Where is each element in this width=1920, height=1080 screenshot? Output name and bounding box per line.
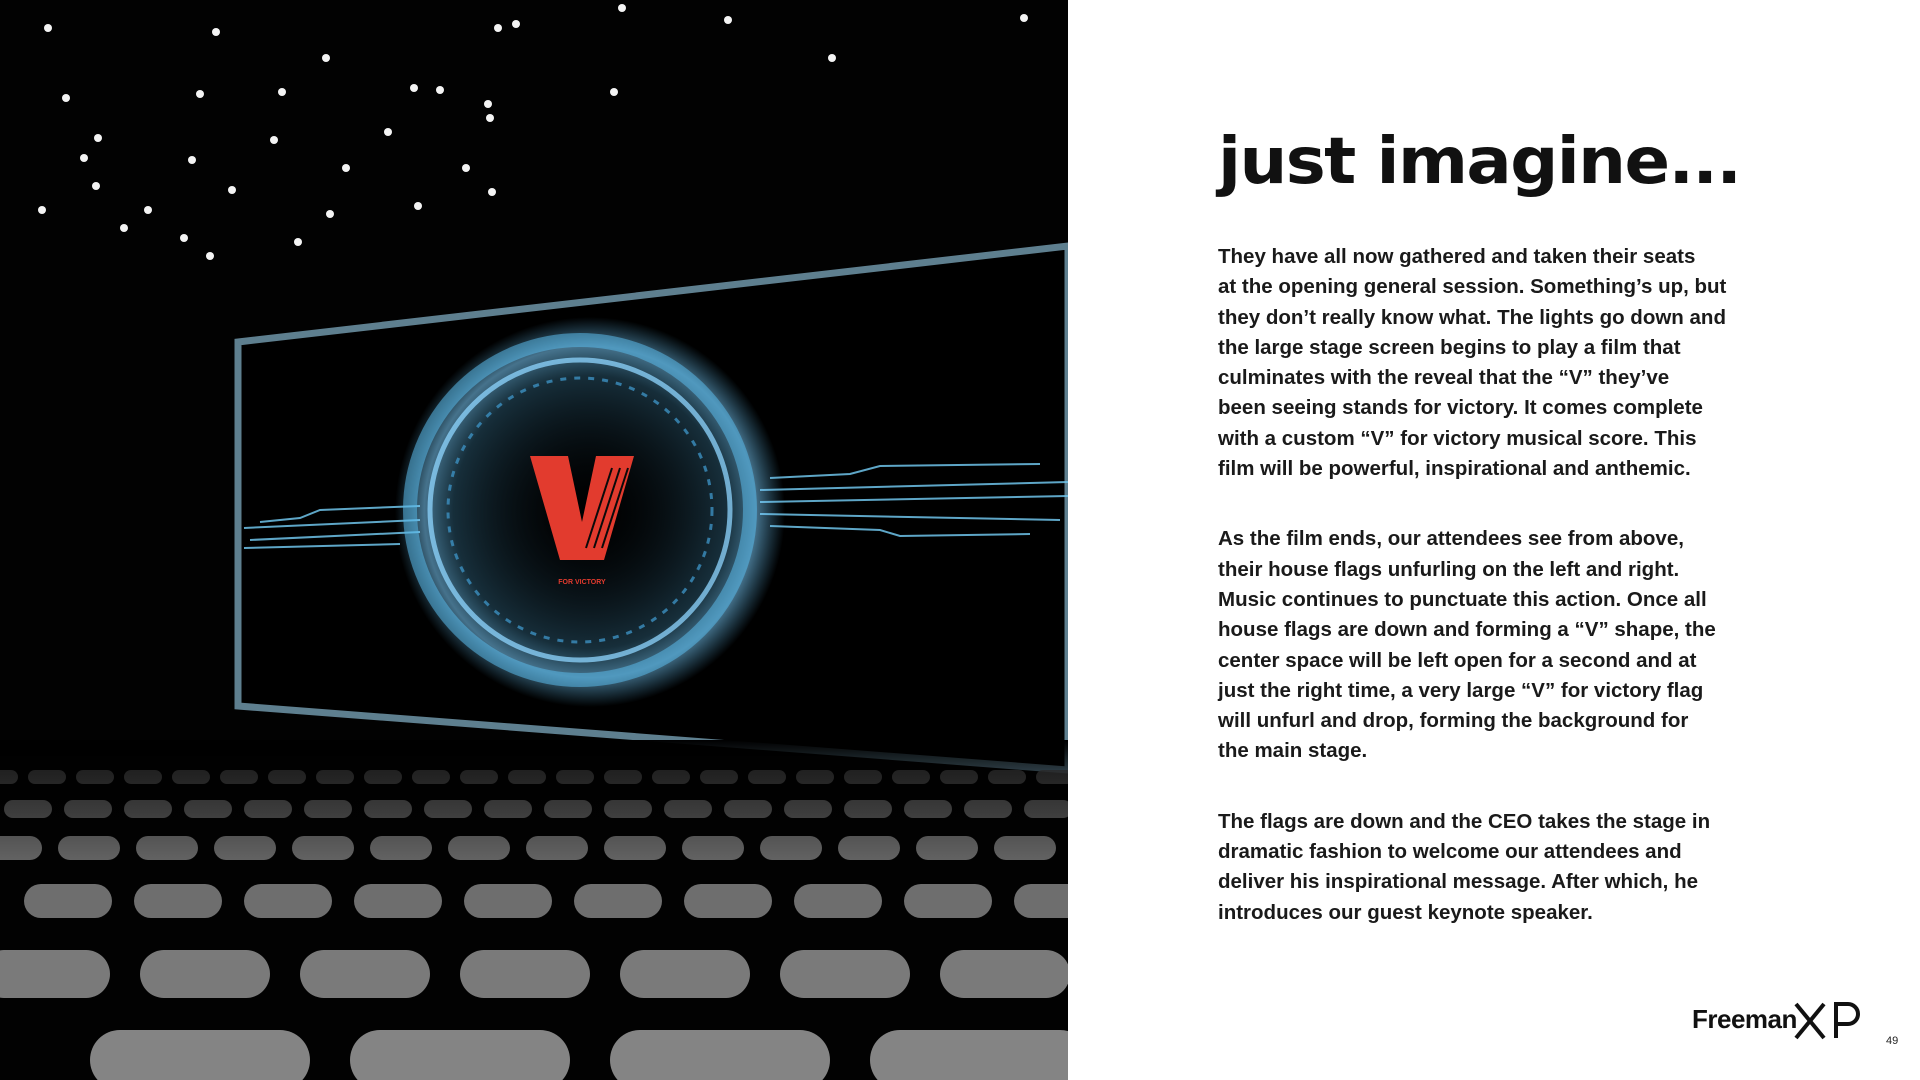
page-number: 49 xyxy=(1886,1035,1899,1047)
ceiling-light-dot xyxy=(484,100,492,108)
theater-seat xyxy=(300,950,430,998)
ceiling-light-dot xyxy=(436,86,444,94)
text-line: house flags are down and forming a “V” shape, the xyxy=(1218,618,1716,642)
slide-copy xyxy=(1218,124,1778,968)
ceiling-light-dot xyxy=(326,210,334,218)
theater-seat xyxy=(244,884,332,918)
ceiling-light-dot xyxy=(322,54,330,62)
text-line: their house flags unfurling on the left and right. xyxy=(1218,557,1680,581)
theater-seat xyxy=(940,950,1068,998)
theater-seat xyxy=(90,1030,310,1080)
text-line: with a custom “V” for victory musical score. This xyxy=(1218,426,1697,450)
text-line: As the film ends, our attendees see from above, xyxy=(1218,527,1684,551)
ceiling-light-dot xyxy=(120,224,128,232)
ceiling-light-dot xyxy=(62,94,70,102)
text-line: Music continues to punctuate this action. Once all xyxy=(1218,587,1707,611)
theater-seat xyxy=(0,950,110,998)
ceiling-light-dot xyxy=(144,206,152,214)
ceiling-light-dot xyxy=(384,128,392,136)
ceiling-light-dot xyxy=(414,202,422,210)
ceiling-light-dot xyxy=(342,164,350,172)
ceiling-light-dot xyxy=(196,90,204,98)
theater-seat xyxy=(780,950,910,998)
theater-seat xyxy=(794,884,882,918)
ceiling-light-dot xyxy=(80,154,88,162)
ceiling-light-dot xyxy=(44,24,52,32)
text-line: center space will be left open for a second and at xyxy=(1218,648,1697,672)
ceiling-light-dot xyxy=(188,156,196,164)
ceiling-light-dot xyxy=(92,182,100,190)
text-line: film will be powerful, inspirational and anthemic. xyxy=(1218,457,1691,481)
ceiling-light-dot xyxy=(206,252,214,260)
text-line: introduces our guest keynote speaker. xyxy=(1218,900,1593,924)
ceiling-light-dot xyxy=(512,20,520,28)
theater-seat xyxy=(140,950,270,998)
text-line: The flags are down and the CEO takes the stage in xyxy=(1218,809,1711,833)
text-line: deliver his inspirational message. After which, he xyxy=(1218,870,1698,894)
theater-seat xyxy=(684,884,772,918)
text-line: the main stage. xyxy=(1218,739,1368,763)
text-line: dramatic fashion to welcome our attendees and xyxy=(1218,840,1682,864)
ceiling-light-dot xyxy=(94,134,102,142)
v-logo-caption: FOR VICTORY xyxy=(558,579,606,586)
seat-shadow xyxy=(0,740,1068,860)
theater-seat xyxy=(610,1030,830,1080)
ceiling-light-dot xyxy=(610,88,618,96)
theater-seat xyxy=(464,884,552,918)
text-line: they don’t really know what. The lights go down and xyxy=(1218,305,1726,329)
text-line: been seeing stands for victory. It comes complete xyxy=(1218,396,1703,420)
ceiling-light-dot xyxy=(212,28,220,36)
theater-seat xyxy=(354,884,442,918)
page-title: just imagine... xyxy=(1218,125,1741,199)
paragraph-ceo-stage xyxy=(1218,807,1778,928)
theater-seat xyxy=(620,950,750,998)
ceiling-light-dot xyxy=(486,114,494,122)
ceiling-light-dot xyxy=(494,24,502,32)
freeman-xp-logo xyxy=(1692,998,1872,1042)
theater-seat xyxy=(460,950,590,998)
ceiling-light-dot xyxy=(410,84,418,92)
logo-wordmark: Freeman xyxy=(1692,1004,1797,1034)
ceiling-light-dot xyxy=(1020,14,1028,22)
theater-seat xyxy=(574,884,662,918)
ceiling-light-dot xyxy=(618,4,626,12)
ceiling-light-dot xyxy=(270,136,278,144)
paragraph-opening-session xyxy=(1218,242,1778,484)
theater-seat xyxy=(870,1030,1068,1080)
text-line: They have all now gathered and taken their seats xyxy=(1218,245,1696,268)
theater-seat xyxy=(24,884,112,918)
ceiling-light-dot xyxy=(294,238,302,246)
xp-mark-icon xyxy=(1794,998,1870,1042)
ceiling-light-dot xyxy=(278,88,286,96)
theater-seat xyxy=(904,884,992,918)
ceiling-light-dot xyxy=(38,206,46,214)
paragraph-flags-unfurl xyxy=(1218,524,1778,766)
text-line: at the opening general session. Something’s up, but xyxy=(1218,275,1727,299)
ceiling-light-dot xyxy=(828,54,836,62)
ceiling-light-dot xyxy=(180,234,188,242)
ceiling-light-dot xyxy=(462,164,470,172)
text-line: the large stage screen begins to play a film that xyxy=(1218,335,1681,359)
theater-seat xyxy=(134,884,222,918)
ceiling-light-dot xyxy=(724,16,732,24)
theater-seat xyxy=(350,1030,570,1080)
ceiling-light-dot xyxy=(488,188,496,196)
ceiling-light-dot xyxy=(228,186,236,194)
text-line: will unfurl and drop, forming the background for xyxy=(1218,709,1689,733)
text-line: just the right time, a very large “V” for victory flag xyxy=(1218,678,1704,702)
text-line: culminates with the reveal that the “V” they’ve xyxy=(1218,366,1670,390)
theater-seat xyxy=(1014,884,1068,918)
